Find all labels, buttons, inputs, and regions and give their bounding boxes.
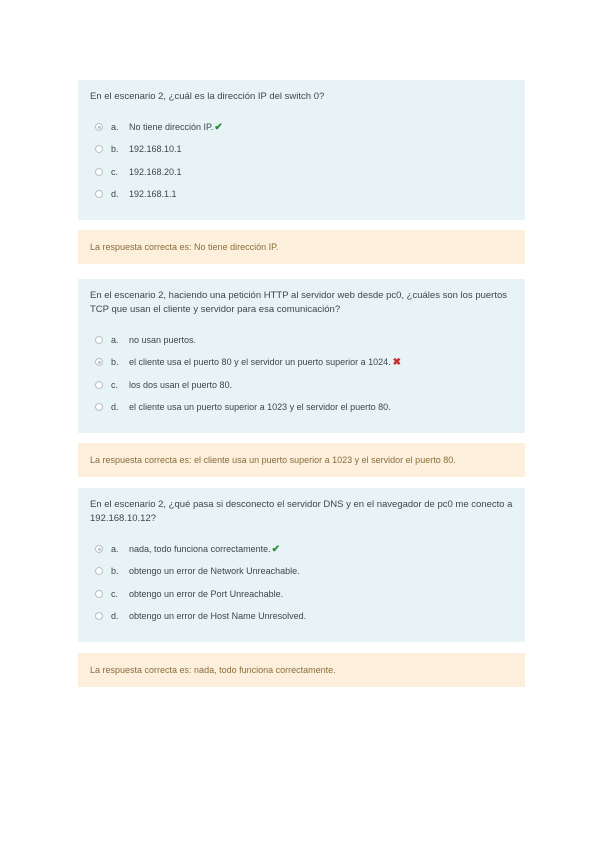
option-text: 192.168.20.1 [129, 166, 182, 177]
radio[interactable] [95, 168, 103, 176]
radio[interactable] [95, 403, 103, 411]
option-d[interactable] [90, 183, 513, 205]
option-text: No tiene dirección IP. [129, 122, 214, 133]
question-text: En el escenario 2, haciendo una petición HTTP al servidor web desde pc0, ¿cuáles son los puertos TCP que usan el cliente y servidor para esa comunicación? [90, 290, 508, 315]
feedback-text: La respuesta correcta es: nada, todo funciona correctamente. [90, 665, 336, 675]
option-text: los dos usan el puerto 80. [129, 379, 233, 390]
option-c[interactable] [90, 583, 513, 605]
radio[interactable] [95, 190, 103, 198]
option-letter: d. [111, 402, 119, 413]
radio[interactable] [95, 381, 103, 389]
option-text: el cliente usa el puerto 80 y el servidor un puerto superior a 1024. [129, 357, 391, 368]
option-letter: c. [111, 588, 119, 599]
radio-selected[interactable] [95, 123, 103, 131]
option-c[interactable] [90, 161, 513, 183]
option-d[interactable] [90, 396, 513, 418]
radio[interactable] [95, 336, 103, 344]
option-a[interactable] [90, 329, 513, 351]
feedback-2 [78, 443, 525, 477]
question-1 [78, 80, 525, 220]
radio[interactable] [95, 612, 103, 620]
option-text: 192.168.1.1 [129, 189, 177, 200]
check-icon: ✔ [271, 543, 280, 555]
feedback-3 [78, 653, 525, 687]
radio[interactable] [95, 590, 103, 598]
option-letter: a. [111, 544, 119, 555]
question-3 [78, 488, 525, 642]
option-letter: a. [111, 335, 119, 346]
feedback-text: La respuesta correcta es: No tiene dirección IP. [90, 242, 279, 252]
option-letter: b. [111, 566, 119, 577]
question-2 [78, 279, 525, 433]
option-letter: c. [111, 166, 119, 177]
option-text: obtengo un error de Port Unreachable. [129, 588, 284, 599]
option-text: no usan puertos. [129, 335, 197, 346]
question-text: En el escenario 2, ¿cuál es la dirección IP del switch 0? [90, 91, 325, 102]
cross-icon: ✖ [392, 356, 402, 368]
check-icon: ✔ [214, 121, 223, 133]
option-text: obtengo un error de Network Unreachable. [129, 566, 300, 577]
option-c[interactable] [90, 374, 513, 396]
radio-selected[interactable] [95, 545, 103, 553]
option-a[interactable] [90, 116, 513, 138]
option-letter: a. [111, 122, 119, 133]
option-b[interactable] [90, 560, 513, 582]
question-text: En el escenario 2, ¿qué pasa si desconecto el servidor DNS y en el navegador de pc0 me conecto a 192.168.10.12? [90, 499, 513, 524]
option-b[interactable] [90, 351, 513, 373]
option-text: 192.168.10.1 [129, 144, 182, 155]
option-a[interactable] [90, 538, 513, 560]
option-letter: d. [111, 611, 119, 622]
option-letter: c. [111, 379, 119, 390]
option-text: obtengo un error de Host Name Unresolved. [129, 611, 307, 622]
radio-selected[interactable] [95, 358, 103, 366]
option-b[interactable] [90, 138, 513, 160]
option-text: nada, todo funciona correctamente. [129, 544, 271, 555]
option-letter: d. [111, 189, 119, 200]
radio[interactable] [95, 567, 103, 575]
option-letter: b. [111, 357, 119, 368]
feedback-1 [78, 230, 525, 264]
option-letter: b. [111, 144, 119, 155]
radio[interactable] [95, 145, 103, 153]
feedback-text: La respuesta correcta es: el cliente usa un puerto superior a 1023 y el servidor el puerto 80. [90, 455, 456, 465]
option-d[interactable] [90, 605, 513, 627]
option-text: el cliente usa un puerto superior a 1023 y el servidor el puerto 80. [129, 402, 391, 413]
